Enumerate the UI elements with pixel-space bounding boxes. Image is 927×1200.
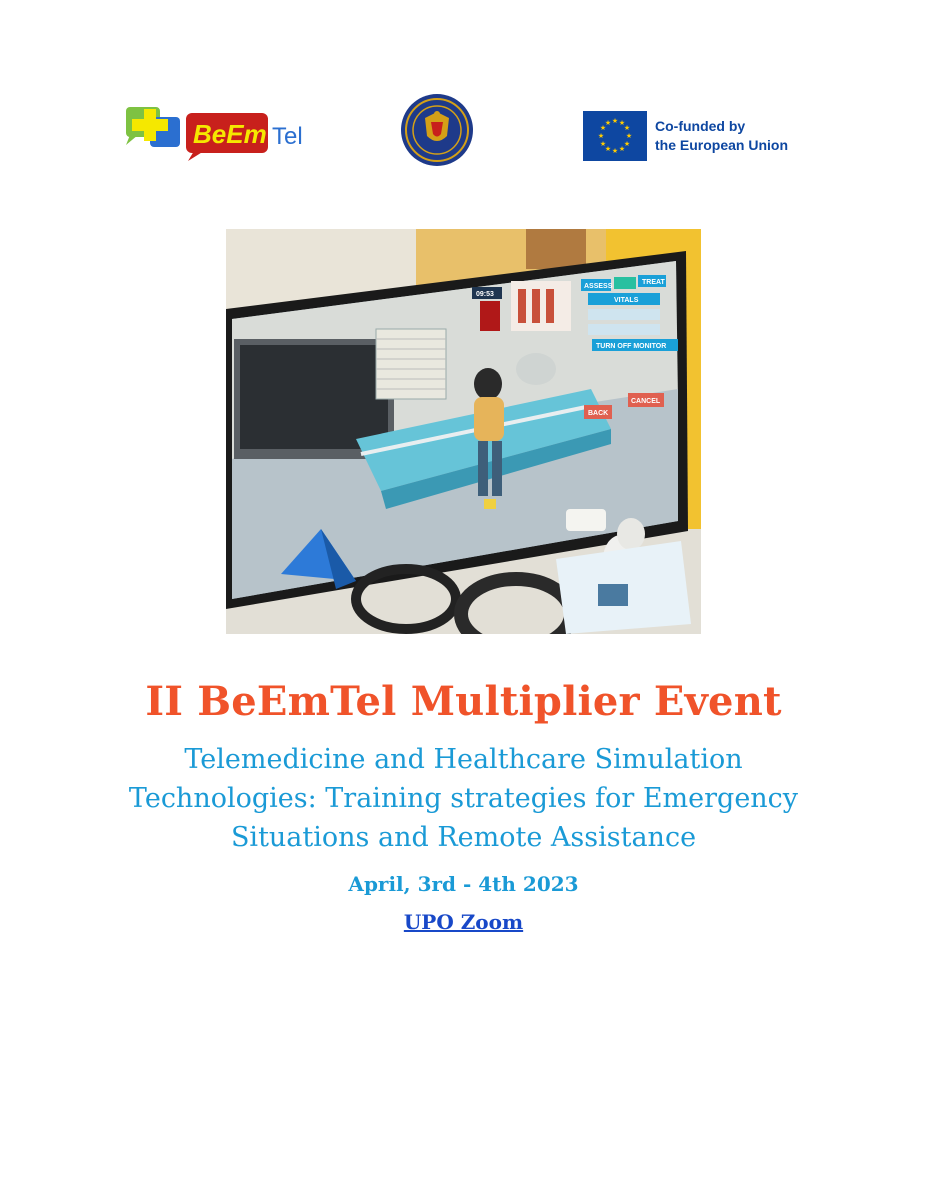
eu-cofunded-logo: [583, 111, 807, 163]
svg-text:★: ★: [597, 132, 605, 140]
svg-text:★: ★: [623, 124, 631, 132]
ui-vitals-label: VITALS: [614, 297, 639, 304]
event-subtitle: [60, 740, 867, 857]
svg-text:★: ★: [618, 145, 626, 153]
svg-text:★: ★: [611, 147, 619, 155]
svg-text:★: ★: [604, 119, 612, 127]
subtitle-line-2: Technologies: Training strategies for Emergency: [128, 783, 799, 814]
logo-beem-text: BeEm: [193, 119, 267, 149]
svg-text:★: ★: [618, 119, 626, 127]
svg-text:★: ★: [599, 140, 607, 148]
subtitle-line-1: Telemedicine and Healthcare Simulation: [184, 744, 743, 775]
ui-assess-label: ASSESS: [584, 283, 613, 290]
event-date: April, 3rd - 4th 2023: [348, 872, 579, 896]
beemtel-logo: [124, 105, 314, 161]
svg-text:★: ★: [623, 140, 631, 148]
upo-zoom-link[interactable]: UPO Zoom: [403, 910, 524, 934]
subtitle-line-3: Situations and Remote Assistance: [230, 822, 697, 853]
zoom-link-container: [0, 907, 927, 937]
ui-timer-label: 09:53: [476, 291, 494, 298]
eu-line-2: the European Union: [655, 137, 788, 153]
event-title: II BeEmTel Multiplier Event: [145, 678, 782, 725]
ministry-seal-logo: [399, 92, 475, 168]
eu-cofunded-text: [655, 117, 807, 155]
ui-cancel-label: CANCEL: [631, 398, 661, 405]
ui-back-label: BACK: [588, 410, 609, 417]
svg-text:★: ★: [604, 145, 612, 153]
simulation-photo: [226, 229, 701, 634]
svg-text:★: ★: [599, 124, 607, 132]
svg-text:★: ★: [625, 132, 633, 140]
ui-treat-label: TREAT: [642, 279, 665, 286]
svg-text:★: ★: [611, 117, 619, 125]
logo-tel-text: Tel: [272, 123, 303, 150]
eu-flag-icon: [583, 111, 647, 161]
eu-line-1: Co-funded by: [655, 118, 746, 134]
ui-monitor-label: TURN OFF MONITOR: [596, 343, 667, 350]
